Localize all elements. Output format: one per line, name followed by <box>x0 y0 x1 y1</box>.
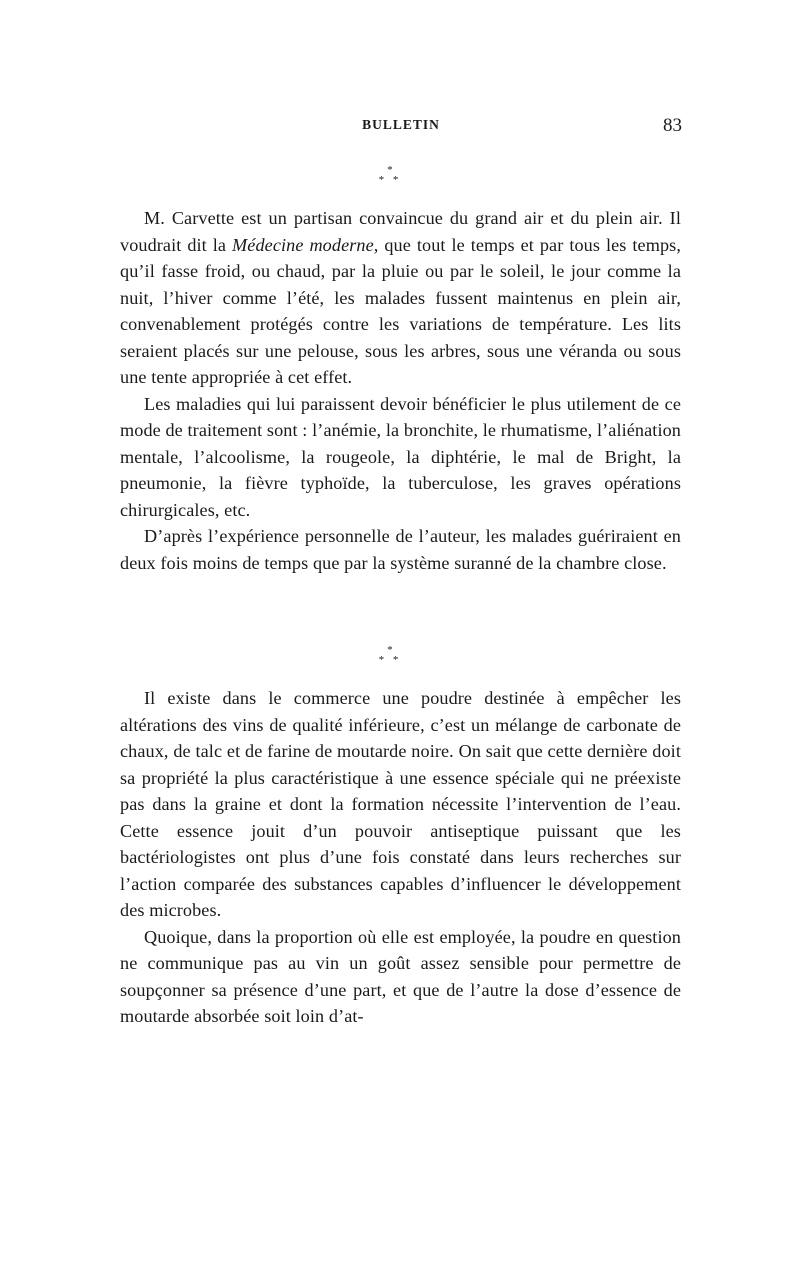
paragraph <box>120 205 681 391</box>
paragraph: Il existe dans le commerce une poudre destinée à empêcher les altérations des vins de qualité inférieure, c’est un mélange de carbonate de chaux, de talc et de farine de moutarde noire. On sait que cette dernière doit sa propriété la plus caractéristique à une essence spéciale qui ne préexiste pas dans la graine et dont la formation nécessite l’intervention de l’eau. Cette essence jouit d’un pouvoir antiseptique puissant que les bactériologistes ont plus d’une fois constaté dans leurs recherches sur l’action comparée des substances capables d’influencer le développement des microbes. <box>120 688 681 920</box>
asterism-divider <box>370 645 410 671</box>
page-number: 83 <box>663 115 682 136</box>
section-wine-powder <box>120 685 681 1030</box>
paragraph-text: M. Carvette est un partisan convaincue du grand air et du plein air. Il voudrait dit la <box>120 208 681 255</box>
page-header <box>120 117 682 141</box>
paragraph-text: , que tout le temps et par tous les temps, qu’il fasse froid, ou chaud, par la pluie ou par le soleil, le jour comme la nuit, l’hiver comme l’été, les malades fussent maintenus en plein air, convenablement protégés contre les variations de température. Les lits seraient placés sur une pelouse, sous les arbres, sous une véranda ou sous une tente appropriée à cet effet. <box>120 234 681 387</box>
running-title: BULLETIN <box>362 117 440 132</box>
asterism-divider <box>370 165 410 191</box>
asterism-top: * <box>387 644 393 656</box>
paragraph: Quoique, dans la proportion où elle est employée, la poudre en question ne communique pas au vin un goût assez sensible pour permettre de soupçonner sa présence d’une part, et que de l’autre la dose d’essence de moutarde absorbée soit loin d’at- <box>120 926 681 1026</box>
journal-title: Médecine moderne <box>232 234 374 255</box>
paragraph: D’après l’expérience personnelle de l’auteur, les malades guériraient en deux fois moins de temps que par la système suranné de la chambre close. <box>120 526 681 573</box>
asterism-bottom: * * <box>378 654 402 666</box>
asterism-top: * <box>387 164 393 176</box>
paragraph: Les maladies qui lui paraissent devoir bénéficier le plus utilement de ce mode de traitement sont : l’anémie, la bronchite, le rhumatisme, l’aliénation mentale, l’alcoolisme, la rougeole, la diphtérie, le mal de Bright, la pneumonie, la fièvre typhoïde, la tuberculose, les graves opérations chirurgicales, etc. <box>120 393 681 520</box>
asterism-bottom: * * <box>378 174 402 186</box>
section-open-air-treatment <box>120 205 681 576</box>
